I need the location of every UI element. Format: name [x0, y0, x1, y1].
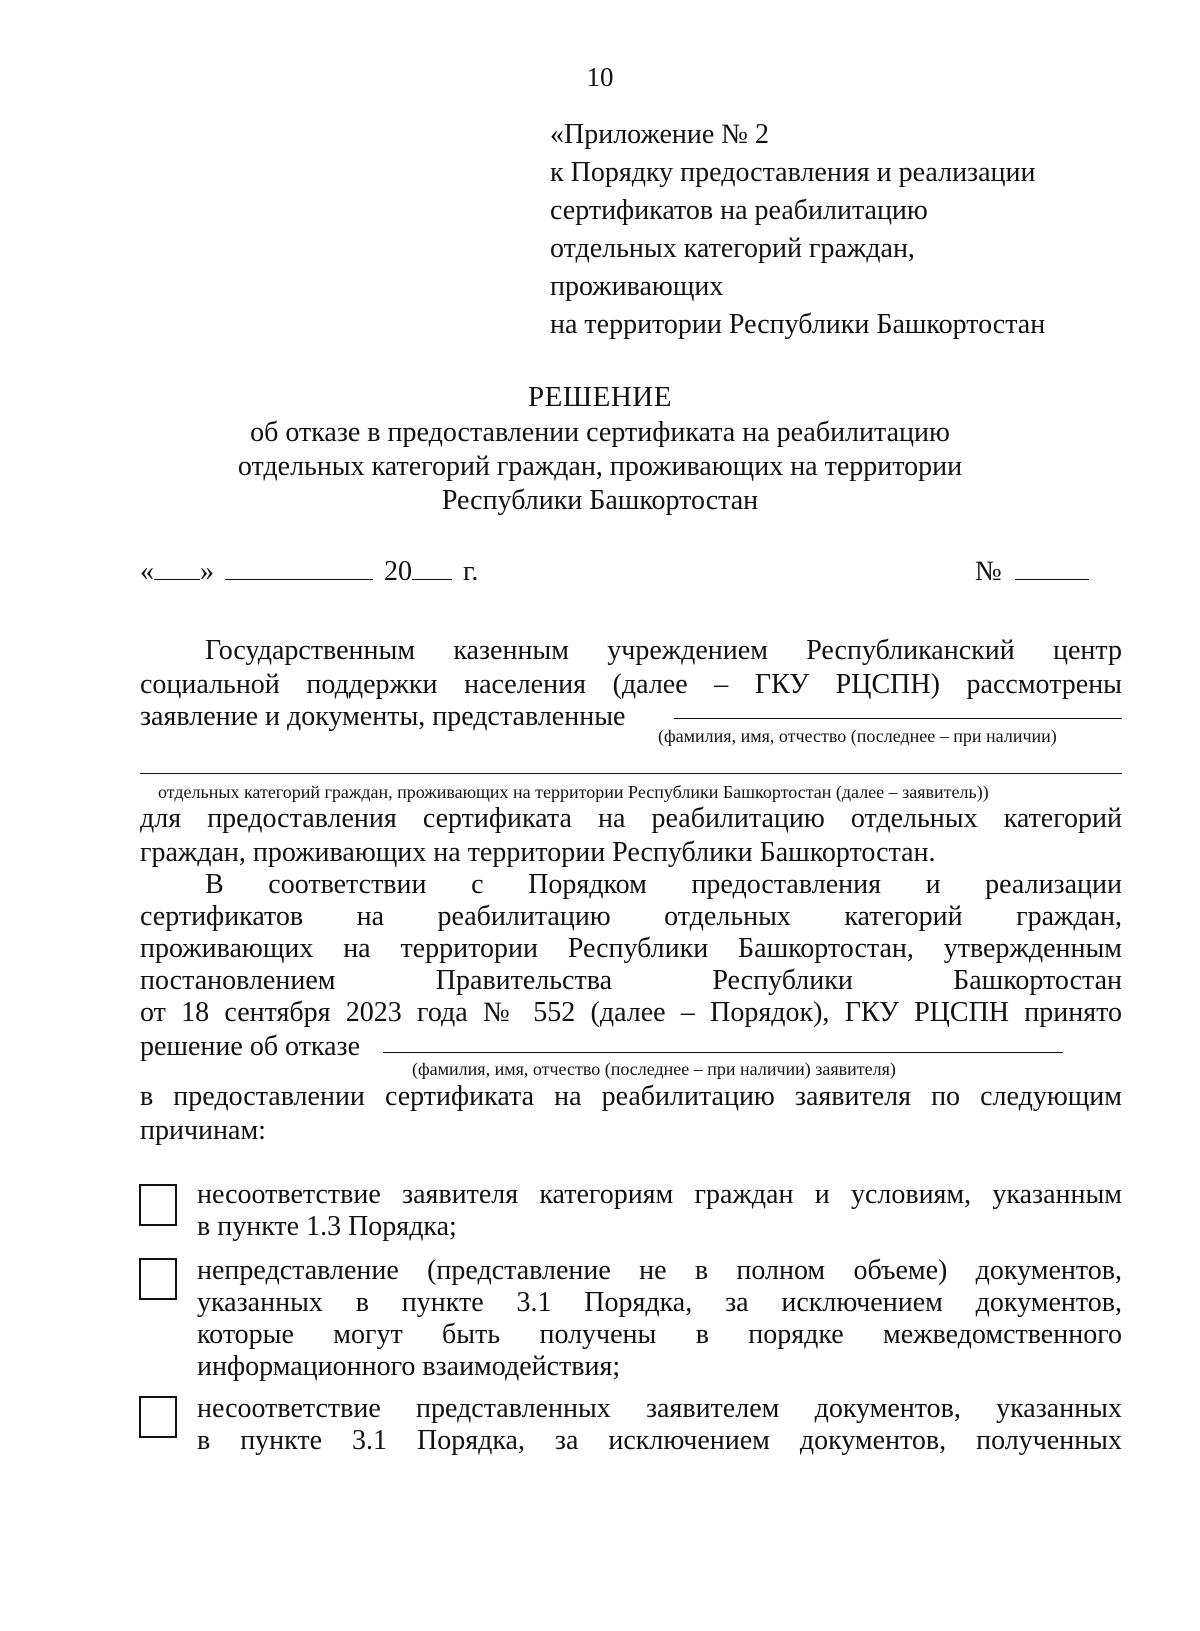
year-prefix: 20	[384, 556, 412, 587]
reason-line: непредставление (представление не в полном объеме) документов,	[197, 1255, 1122, 1286]
caption-category: отдельных категорий граждан, проживающих на территории Республики Башкортостан (далее – заявитель))	[158, 782, 989, 802]
reason-checkbox-3[interactable]	[139, 1396, 177, 1438]
para2-line: от 18 сентября 2023 года № 552 (далее – Порядок), ГКУ РЦСПН принято	[140, 997, 1122, 1028]
para2-line: решение об отказе	[140, 1031, 361, 1062]
para2-line: проживающих на территории Республики Башкортостан, утвержденным	[140, 933, 1122, 964]
reason-line: несоответствие заявителя категориям граждан и условиям, указанным	[197, 1179, 1122, 1210]
para2-line: сертификатов на реабилитацию отдельных категорий граждан,	[140, 901, 1122, 932]
para1-line: Государственным казенным учреждением Республиканский центр	[205, 635, 1122, 666]
document-subtitle-line: Республики Башкортостан	[441, 485, 759, 516]
para2-tail-line: причинам:	[140, 1115, 266, 1146]
appendix-line: к Порядку предоставления и реализации	[550, 157, 1036, 188]
appendix-line: сертификатов на реабилитацию	[550, 195, 928, 226]
page-number: 10	[586, 62, 614, 92]
date-line	[140, 556, 478, 588]
appendix-line: «Приложение № 2	[550, 119, 769, 150]
date-open-quote: «	[140, 556, 154, 587]
year-blank[interactable]	[412, 557, 452, 580]
document-title: РЕШЕНИЕ	[528, 381, 672, 413]
para2-tail-line: в предоставлении сертификата на реабилитацию заявителя по следующим	[140, 1081, 1122, 1112]
day-blank[interactable]	[154, 557, 200, 580]
document-subtitle-line: отдельных категорий граждан, проживающих на территории	[237, 451, 963, 482]
para1-line: социальной поддержки населения (далее – ГКУ РЦСПН) рассмотрены	[140, 669, 1122, 700]
month-blank[interactable]	[225, 557, 373, 580]
reason-line: указанных в пункте 3.1 Порядка, за исключением документов,	[197, 1287, 1122, 1318]
caption-fio: (фамилия, имя, отчество (последнее – при наличии)	[658, 726, 1057, 746]
number-line	[975, 556, 1089, 588]
applicant-input-line[interactable]	[383, 1052, 1063, 1053]
reason-checkbox-2[interactable]	[139, 1258, 177, 1300]
para2-line: В соответствии с Порядком предоставления и реализации	[205, 869, 1122, 900]
appendix-header	[550, 116, 1045, 344]
document-subtitle-line: об отказе в предоставлении сертификата на реабилитацию	[250, 417, 950, 448]
caption-applicant: (фамилия, имя, отчество (последнее – при наличии) заявителя)	[412, 1059, 896, 1079]
reason-checkbox-1[interactable]	[139, 1184, 177, 1226]
reason-line: в пункте 1.3 Порядка;	[197, 1211, 457, 1242]
document-title-block	[0, 380, 1200, 518]
para1-tail-line: для предоставления сертификата на реабилитацию отдельных категорий	[140, 803, 1122, 834]
reason-line: информационного взаимодействия;	[197, 1351, 621, 1382]
appendix-line: отдельных категорий граждан,	[550, 233, 915, 264]
year-suffix: г.	[463, 556, 479, 587]
number-blank[interactable]	[1015, 557, 1089, 580]
date-close-quote: »	[200, 556, 214, 587]
category-input-line[interactable]	[140, 773, 1122, 774]
reason-line: которые могут быть получены в порядке межведомственного	[197, 1319, 1122, 1350]
appendix-line: проживающих	[550, 271, 724, 302]
reason-line: в пункте 3.1 Порядка, за исключением документов, полученных	[197, 1425, 1122, 1456]
fio-input-line[interactable]	[674, 718, 1122, 719]
reason-line: несоответствие представленных заявителем документов, указанных	[197, 1393, 1122, 1424]
para2-line: постановлением Правительства Республики Башкортостан	[140, 965, 1122, 996]
para1-line: заявление и документы, представленные	[140, 701, 626, 732]
appendix-line: на территории Республики Башкортостан	[550, 309, 1046, 340]
number-sign: №	[975, 556, 1002, 587]
para1-tail-line: граждан, проживающих на территории Республики Башкортостан.	[140, 837, 936, 868]
